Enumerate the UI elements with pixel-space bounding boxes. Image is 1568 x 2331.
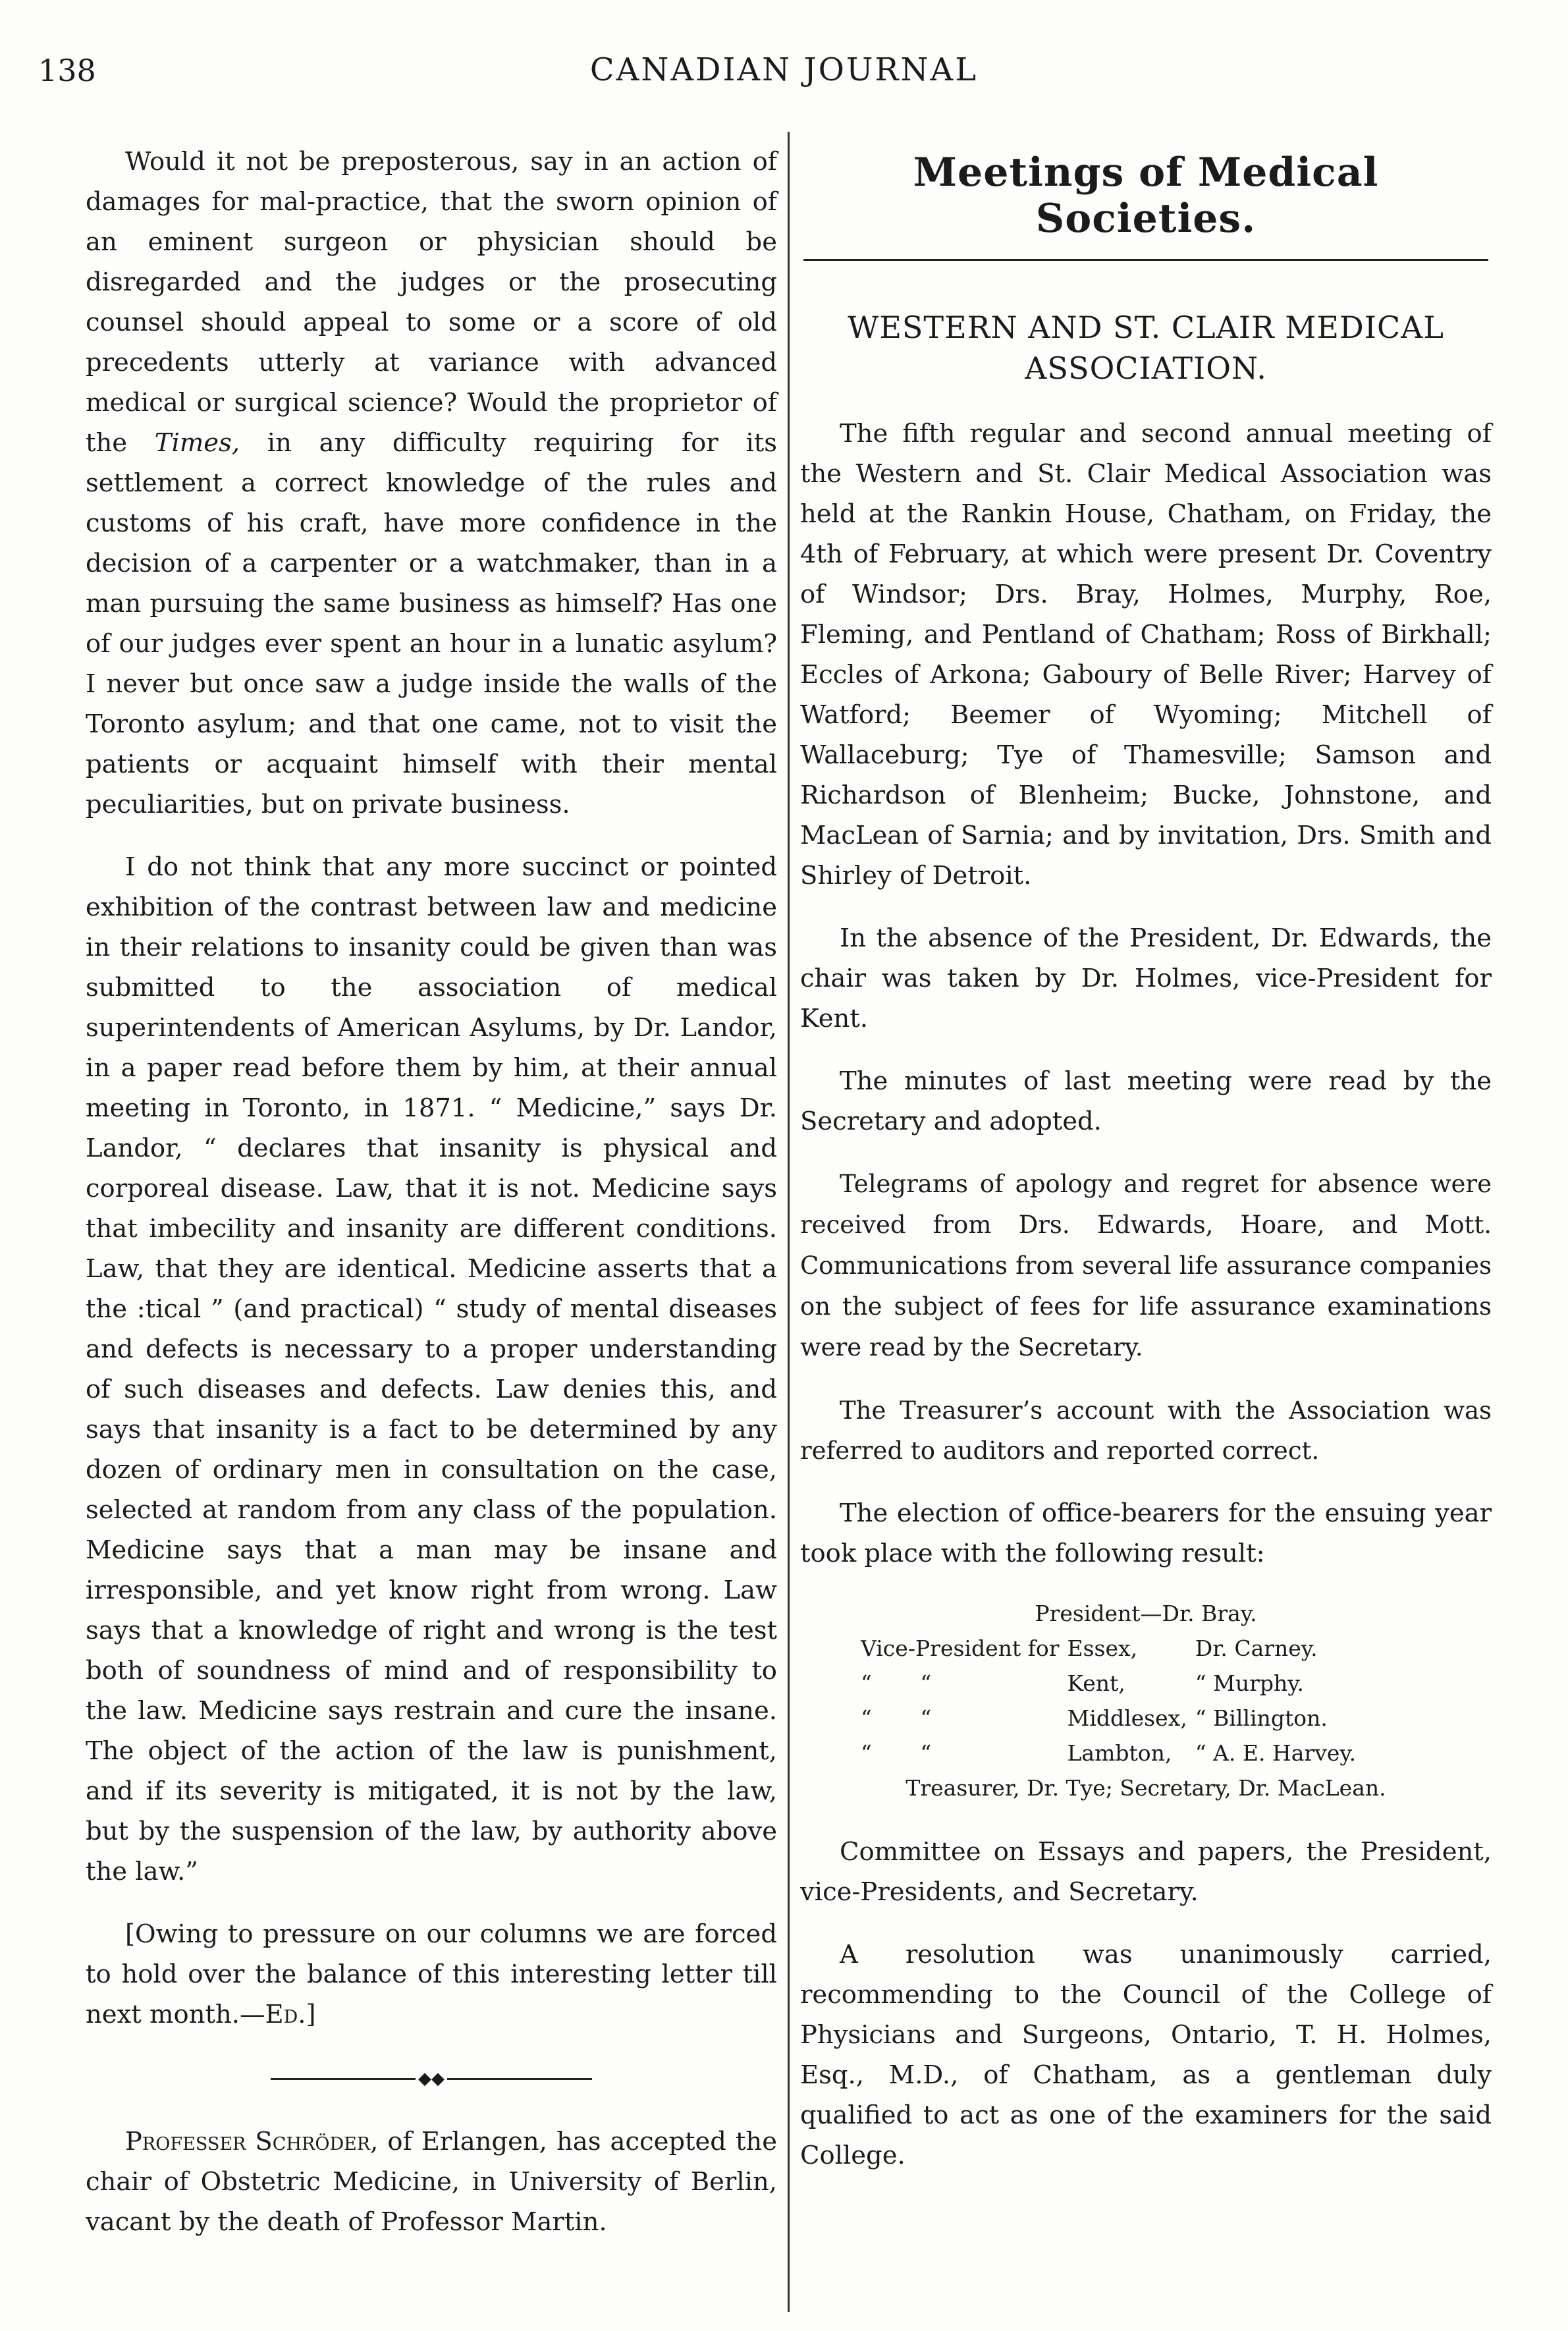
table-row [861,1701,1364,1736]
editor-signature: Ed. [265,2000,306,2029]
section-rule [803,259,1488,261]
paragraph: The fifth regular and second annual meeting of the Western and St. Clair Medical Association was held at the Rankin House, Chatham, on Friday, the 4th of February, at which were present Dr. Coventry of Windsor; Drs. Bray, Holmes, Murphy, Roe, Fleming, and Pentland of Chatham; Ross of Birkhall; Eccles of Arkona; Gaboury of Belle River; Harvey of Watford; Beemer of Wyoming; Mitchell of Wallaceburg; Tye of Thamesville; Samson and Richardson of Blenheim; Bucke, Johnstone, and MacLean of Sarnia; and by invitation, Drs. Smith and Shirley of Detroit. [800,419,1492,891]
diamond-icon: ◆◆ [418,2069,445,2089]
ditto-mark: “ [920,1740,932,1766]
paragraph: In the absence of the President, Dr. Edwards, the chair was taken by Dr. Holmes, vice-President for Kent. [800,923,1492,1033]
paragraph-text: Would it not be preposterous, say in an action of damages for mal-practice, that the sworn opinion of an eminent surgeon or physician should be disregarded and the judges or the prosecuting counsel should appeal to some or a score of old precedents utterly at variance with advanced medical or surgical science? Would the proprietor of the [86,147,777,458]
paragraph: The minutes of last meeting were read by the Secretary and adopted. [800,1066,1492,1136]
paragraph: I do not think that any more succinct or pointed exhibition of the contrast between law and medicine in their relations to insanity could be given than was submitted to the association of medical superintendents of American Asylums, by Dr. Landor, in a paper read before them by him, at their annual meeting in Toronto, in 1871. “ Medicine,” says Dr. Landor, “ declares that insanity is physical and corporeal disease. Law, that it is not. Medicine says that imbecility and insanity are different conditions. Law, that they are identical. Medicine asserts that a the :tical ” (and practical) “ study of mental diseases and defects is necessary to a proper understanding of such diseases and defects. Law denies this, and says that insanity is a fact to be determined by any dozen of ordinary men in consultation on the case, selected at random from any class of the population. Medicine says that a man may be insane and irresponsible, and yet know right from wrong. Law says that a knowledge of right and wrong is the test both of soundness of mind and of responsibility to the law. Medicine says restrain and cure the insane. The object of the action of the law is punishment, and if its severity is mitigated, it is not by the law, but by the suspension of the law, by authority above the law.” [86,852,777,1886]
vp-name: Dr. Carney. [1195,1635,1318,1661]
section-title: Meetings of Medical Societies. [913,150,1379,242]
treasurer-line: Treasurer, Dr. Tye; Secretary, Dr. MacLean. [906,1775,1386,1801]
ditto-mark: “ [861,1705,872,1731]
president-line: President—Dr. Bray. [1035,1601,1257,1626]
news-item [86,2122,777,2242]
paragraph: Committee on Essays and papers, the President, vice-Presidents, and Secretary. [800,1837,1492,1907]
left-column [86,142,777,2264]
ditto-marks [861,1666,1067,1701]
paragraph-text: ] [306,2000,316,2029]
section-ornament [86,2070,777,2087]
vp-district: Middlesex, [1067,1705,1187,1731]
table-row [861,1736,1364,1770]
italic-text: Times, [154,428,240,458]
vp-name: “ Murphy. [1195,1670,1305,1696]
vp-name: “ A. E. Harvey. [1195,1740,1357,1766]
vp-label: Vice-President for [861,1635,1060,1661]
vp-district: Lambton, [1067,1740,1172,1766]
ditto-mark: “ [861,1670,872,1696]
paragraph-text: in any difficulty requiring for its settlement a correct knowledge of the rules and customs of his craft, have more confidence in the decision of a carpenter or a watchmaker, than in a man pursuing the same business as himself? Has one of our judges ever spent an hour in a lunatic asylum? I never but once saw a judge inside the walls of the Toronto asylum; and that one came, not to visit the patients or acquaint himself with their mental peculiarities, but on private business. [86,428,777,819]
officers-list [800,1596,1492,1805]
paragraph: Telegrams of apology and regret for absence were received from Drs. Edwards, Hoare, and Mott. Communications from several life assurance companies on the subject of fees for life assurance examinations were read by the Secretary. [800,1170,1492,1361]
ornament-line [447,2078,592,2080]
person-name: Professer Schröder, [125,2127,379,2156]
page-number: 138 [38,53,96,88]
vp-district: Essex, [1067,1635,1138,1661]
table-row [861,1666,1364,1701]
paragraph: The election of office-bearers for the ensuing year took place with the following result: [800,1498,1492,1568]
vp-name: “ Billington. [1195,1705,1328,1731]
ditto-mark: “ [920,1670,932,1696]
paragraph [86,142,777,825]
ditto-mark: “ [920,1705,932,1731]
ditto-marks [861,1736,1067,1770]
right-column [800,142,1492,2198]
vp-district: Kent, [1067,1670,1125,1696]
table-row [861,1631,1364,1666]
editor-note [86,1914,777,2035]
column-divider [788,132,790,2312]
ditto-mark: “ [861,1740,872,1766]
paragraph-text: of Erlangen, has accepted the chair of Obstetric Medicine, in University of Berlin, vacant by the death of Professor Martin. [86,2127,777,2237]
ditto-marks [861,1701,1067,1736]
association-title: WESTERN AND ST. CLAIR MEDICAL ASSOCIATION. [848,310,1444,386]
ornament-line [271,2078,416,2080]
paragraph: The Treasurer’s account with the Association was referred to auditors and reported correct. [800,1396,1492,1465]
vice-presidents-table [861,1631,1364,1770]
running-title: CANADIAN JOURNAL [589,51,979,88]
paragraph: A resolution was unanimously carried, recommending to the Council of the College of Physicians and Surgeons, Ontario, T. H. Holmes, Esq., M.D., of Chatham, as a gentleman duly qualified to act as one of the examiners for the said College. [800,1940,1492,2170]
page-header [0,0,1568,112]
paragraph-text: [Owing to pressure on our columns we are forced to hold over the balance of this interesting letter till next month.— [86,1919,777,2029]
